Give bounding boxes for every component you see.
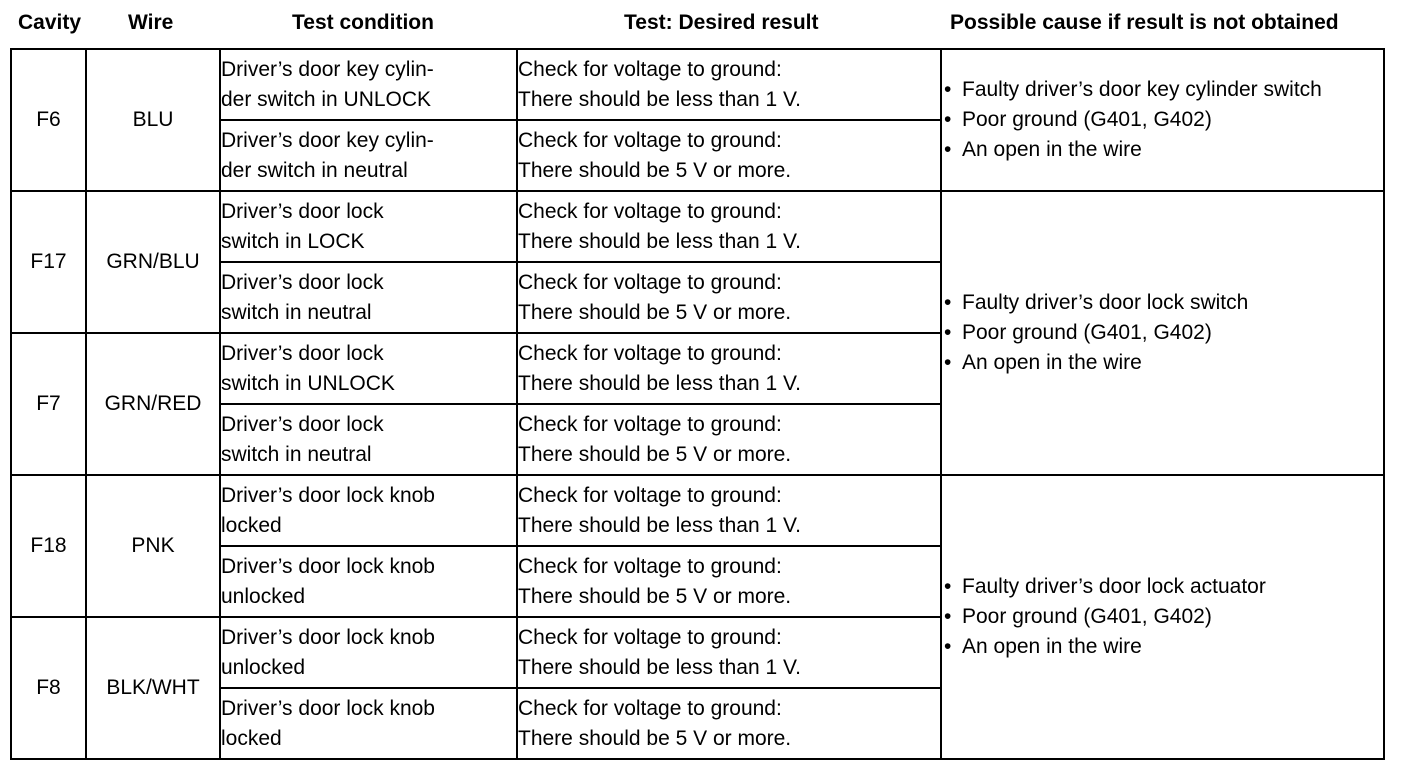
cavity-cell: F18	[11, 475, 86, 617]
test-condition-cell	[220, 262, 517, 333]
cause-list	[942, 288, 1383, 378]
result-line: There should be less than 1 V.	[518, 655, 801, 679]
desired-result-cell	[517, 120, 941, 191]
condition-line: Driver’s door lock knob	[221, 483, 435, 507]
test-condition-cell	[220, 333, 517, 404]
test-condition-cell	[220, 688, 517, 759]
wire-cell: PNK	[86, 475, 220, 617]
cause-item: • Poor ground (G401, G402)	[942, 318, 1383, 348]
cause-item: • Faulty driver’s door lock actuator	[942, 572, 1383, 602]
condition-line: Driver’s door key cylin-	[221, 128, 434, 152]
wire-cell: GRN/RED	[86, 333, 220, 475]
wire-cell: BLU	[86, 49, 220, 191]
desired-result-cell	[517, 49, 941, 120]
test-condition-cell	[220, 49, 517, 120]
condition-line: switch in LOCK	[221, 229, 365, 253]
cause-item: • Poor ground (G401, G402)	[942, 105, 1383, 135]
result-line: There should be less than 1 V.	[518, 87, 801, 111]
desired-result-cell	[517, 688, 941, 759]
condition-line: Driver’s door lock	[221, 270, 384, 294]
cavity-cell: F17	[11, 191, 86, 333]
condition-line: switch in neutral	[221, 300, 372, 324]
table-row	[11, 191, 1384, 262]
wire-cell: BLK/WHT	[86, 617, 220, 759]
test-condition-cell	[220, 617, 517, 688]
cavity-cell: F7	[11, 333, 86, 475]
result-line: There should be less than 1 V.	[518, 513, 801, 537]
result-line: Check for voltage to ground:	[518, 696, 782, 720]
condition-line: switch in UNLOCK	[221, 371, 395, 395]
header-desired-result: Test: Desired result	[624, 11, 819, 34]
desired-result-cell	[517, 404, 941, 475]
cavity-cell: F8	[11, 617, 86, 759]
result-line: Check for voltage to ground:	[518, 199, 782, 223]
cause-item: • An open in the wire	[942, 135, 1383, 165]
header-test-condition: Test condition	[292, 11, 434, 34]
condition-line: Driver’s door key cylin-	[221, 57, 434, 81]
desired-result-cell	[517, 191, 941, 262]
result-line: There should be 5 V or more.	[518, 726, 792, 750]
condition-line: unlocked	[221, 584, 306, 608]
result-line: Check for voltage to ground:	[518, 483, 782, 507]
condition-line: der switch in neutral	[221, 158, 408, 182]
cause-list	[942, 572, 1383, 662]
test-condition-cell	[220, 546, 517, 617]
condition-line: Driver’s door lock knob	[221, 625, 435, 649]
test-condition-cell	[220, 404, 517, 475]
test-condition-cell	[220, 191, 517, 262]
possible-cause-cell	[941, 49, 1384, 191]
condition-line: der switch in UNLOCK	[221, 87, 432, 111]
desired-result-cell	[517, 475, 941, 546]
result-line: There should be 5 V or more.	[518, 300, 792, 324]
result-line: Check for voltage to ground:	[518, 412, 782, 436]
header-wire: Wire	[128, 11, 174, 34]
condition-line: unlocked	[221, 655, 306, 679]
result-line: There should be less than 1 V.	[518, 371, 801, 395]
result-line: Check for voltage to ground:	[518, 128, 782, 152]
result-line: Check for voltage to ground:	[518, 625, 782, 649]
result-line: There should be 5 V or more.	[518, 584, 792, 608]
result-line: There should be 5 V or more.	[518, 158, 792, 182]
cause-item: • Faulty driver’s door lock switch	[942, 288, 1383, 318]
test-table	[10, 48, 1385, 760]
desired-result-cell	[517, 617, 941, 688]
possible-cause-cell	[941, 191, 1384, 475]
condition-line: Driver’s door lock	[221, 199, 384, 223]
possible-cause-cell	[941, 475, 1384, 759]
wire-cell: GRN/BLU	[86, 191, 220, 333]
cause-item: • Faulty driver’s door key cylinder switch	[942, 75, 1383, 105]
cause-item: • An open in the wire	[942, 348, 1383, 378]
cause-list	[942, 75, 1383, 165]
cause-item: • Poor ground (G401, G402)	[942, 602, 1383, 632]
result-line: There should be less than 1 V.	[518, 229, 801, 253]
desired-result-cell	[517, 546, 941, 617]
desired-result-cell	[517, 333, 941, 404]
condition-line: switch in neutral	[221, 442, 372, 466]
test-condition-cell	[220, 475, 517, 546]
test-condition-cell	[220, 120, 517, 191]
condition-line: locked	[221, 513, 282, 537]
desired-result-cell	[517, 262, 941, 333]
condition-line: Driver’s door lock knob	[221, 696, 435, 720]
result-line: Check for voltage to ground:	[518, 270, 782, 294]
result-line: Check for voltage to ground:	[518, 57, 782, 81]
condition-line: Driver’s door lock	[221, 412, 384, 436]
condition-line: Driver’s door lock knob	[221, 554, 435, 578]
result-line: Check for voltage to ground:	[518, 554, 782, 578]
result-line: There should be 5 V or more.	[518, 442, 792, 466]
table-row	[11, 475, 1384, 546]
header-possible-cause: Possible cause if result is not obtained	[950, 11, 1339, 34]
cavity-cell: F6	[11, 49, 86, 191]
condition-line: locked	[221, 726, 282, 750]
cause-item: • An open in the wire	[942, 632, 1383, 662]
table-row	[11, 49, 1384, 120]
condition-line: Driver’s door lock	[221, 341, 384, 365]
header-cavity: Cavity	[18, 11, 82, 34]
result-line: Check for voltage to ground:	[518, 341, 782, 365]
